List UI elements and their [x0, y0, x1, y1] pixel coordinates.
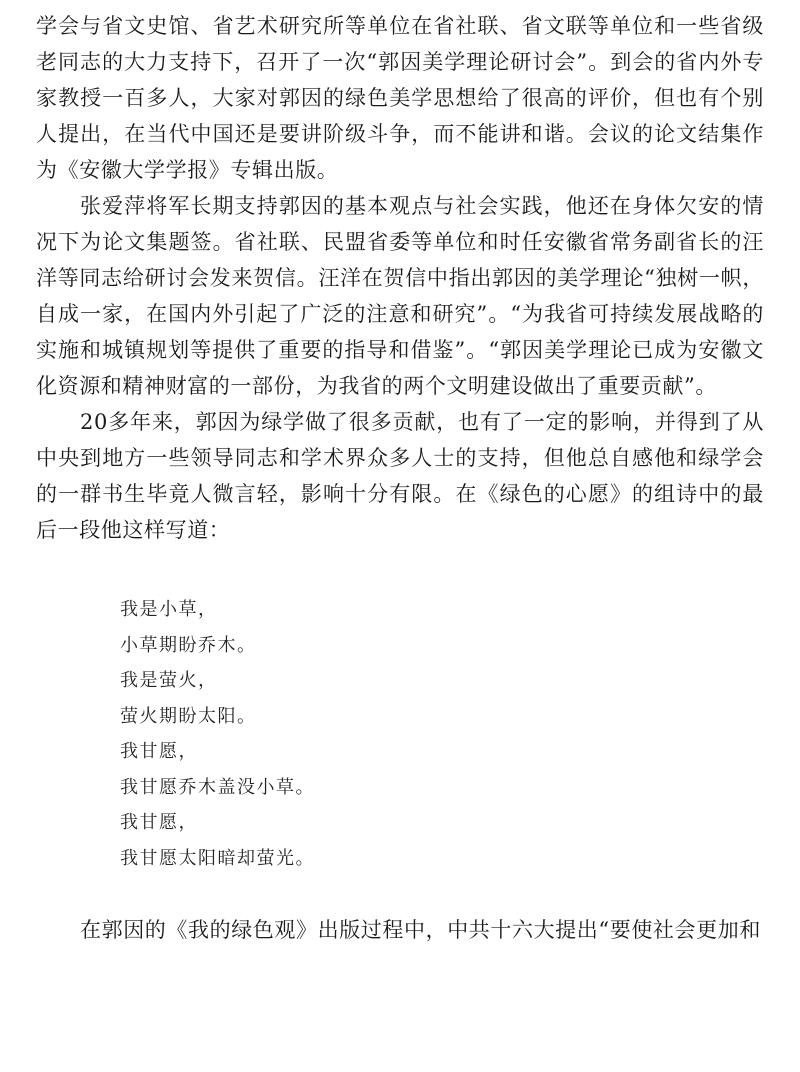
poem-line-5: 我甘愿， — [120, 741, 198, 762]
poem-line-1: 我是小草， — [120, 599, 218, 620]
closing-paragraph: 在郭因的《我的绿色观》出版过程中，中共十六大提出“要使社会更加和 — [80, 918, 761, 942]
document-page — [36, 8, 764, 948]
poem-block — [120, 592, 764, 876]
poem-line-2: 小草期盼乔木。 — [120, 634, 257, 656]
poem-line-3: 我是萤火， — [120, 670, 218, 691]
poem-line-4: 萤火期盼太阳。 — [120, 705, 257, 727]
poem-line-8: 我甘愿太阳暗却萤光。 — [120, 847, 315, 869]
paragraph-1: 学会与省文史馆、省艺术研究所等单位在省社联、省文联等单位和一些省级老同志的大力支持下，召开了一次“郭因美学理论研讨会”。到会的省内外专家教授一百多人，大家对郭因的绿色美学思想给了很高的评价，但也有个别人提出，在当代中国还是要讲阶级斗争，而不能讲和谐。会议的论文结集作为《安徽大学学报》专辑出版。 — [36, 14, 764, 182]
poem-line-6: 我甘愿乔木盖没小草。 — [120, 776, 315, 798]
paragraph-2: 张爱萍将军长期支持郭因的基本观点与社会实践，他还在身体欠安的情况下为论文集题签。省社联、民盟省委等单位和时任安徽省常务副省长的汪洋等同志给研讨会发来贺信。汪洋在贺信中指出郭因的美学理论“独树一帜，自成一家，在国内外引起了广泛的注意和研究”。“为我省可持续发展战略的实施和城镇规划等提供了重要的指导和借鉴”。“郭因美学理论已成为安徽文化资源和精神财富的一部份，为我省的两个文明建设做出了重要贡献”。 — [36, 194, 764, 398]
poem-line-7: 我甘愿， — [120, 812, 198, 833]
paragraph-3: 20多年来，郭因为绿学做了很多贡献，也有了一定的影响，并得到了从中央到地方一些领导同志和学术界众多人士的支持，但他总自感他和绿学会的一群书生毕竟人微言轻，影响十分有限。在《绿色的心愿》的组诗中的最后一段他这样写道： — [36, 410, 764, 542]
